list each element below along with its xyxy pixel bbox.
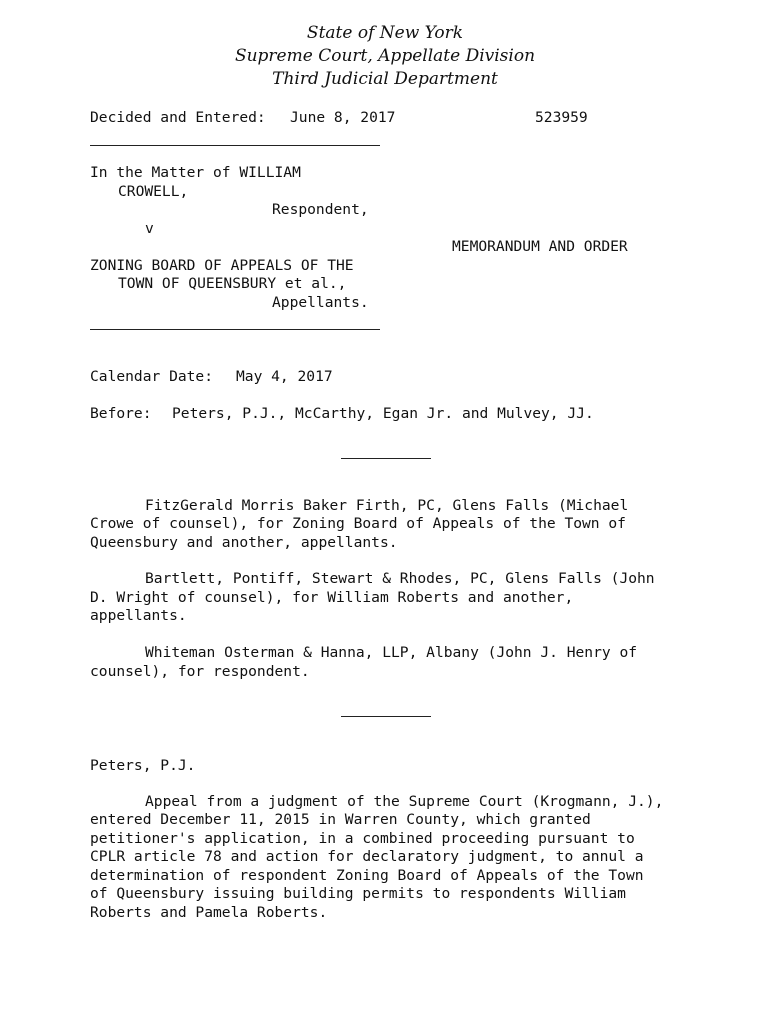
calendar-date: May 4, 2017 [236, 368, 333, 385]
opinion-line: Roberts and Pamela Roberts. [90, 904, 328, 921]
counsel-line: Bartlett, Pontiff, Stewart & Rhodes, PC, Glens Falls (John [145, 570, 655, 587]
opinion-author: Peters, P.J. [90, 757, 196, 774]
opinion-line: determination of respondent Zoning Board of Appeals of the Town [90, 867, 644, 884]
counsel-line: Crowe of counsel), for Zoning Board of Appeals of the Town of [90, 515, 626, 532]
court-department: Third Judicial Department [272, 69, 498, 89]
court-state: State of New York [306, 23, 464, 43]
opinion-line: Appeal from a judgment of the Supreme Court (Krogmann, J.), [145, 793, 664, 810]
section-divider [341, 458, 431, 459]
opinion-line: entered December 11, 2015 in Warren County, which granted [90, 811, 591, 828]
decided-label: Decided and Entered: [90, 109, 266, 126]
section-divider [341, 716, 431, 717]
petitioner-line-2: CROWELL, [118, 183, 189, 200]
decision-type: MEMORANDUM AND ORDER [452, 238, 628, 255]
counsel-line: appellants. [90, 607, 187, 624]
counsel-line: FitzGerald Morris Baker Firth, PC, Glens Falls (Michael [145, 497, 629, 514]
docket-number: 523959 [535, 109, 588, 126]
judges: Peters, P.J., McCarthy, Egan Jr. and Mulvey, JJ. [172, 405, 594, 422]
respondent-role: Appellants. [272, 294, 369, 311]
opinion-line: CPLR article 78 and action for declaratory judgment, to annul a [90, 848, 644, 865]
counsel-line: D. Wright of counsel), for William Roberts and another, [90, 589, 574, 606]
respondent-line-2: TOWN OF QUEENSBURY et al., [118, 275, 347, 292]
decided-date: June 8, 2017 [290, 109, 396, 126]
court-division: Supreme Court, Appellate Division [234, 46, 536, 66]
caption-top-rule [90, 145, 380, 146]
calendar-label: Calendar Date: [90, 368, 214, 385]
opinion-line: of Queensbury issuing building permits to respondents William [90, 885, 626, 902]
counsel-line: Whiteman Osterman & Hanna, LLP, Albany (John J. Henry of [145, 644, 638, 661]
opinion-line: petitioner's application, in a combined proceeding pursuant to [90, 830, 635, 847]
counsel-line: counsel), for respondent. [90, 663, 310, 680]
versus: v [145, 220, 154, 237]
petitioner-role: Respondent, [272, 201, 369, 218]
respondent-line-1: ZONING BOARD OF APPEALS OF THE [90, 257, 354, 274]
caption-bottom-rule [90, 329, 380, 330]
counsel-line: Queensbury and another, appellants. [90, 534, 398, 551]
before-label: Before: [90, 405, 152, 422]
petitioner-line-1: In the Matter of WILLIAM [90, 164, 301, 181]
